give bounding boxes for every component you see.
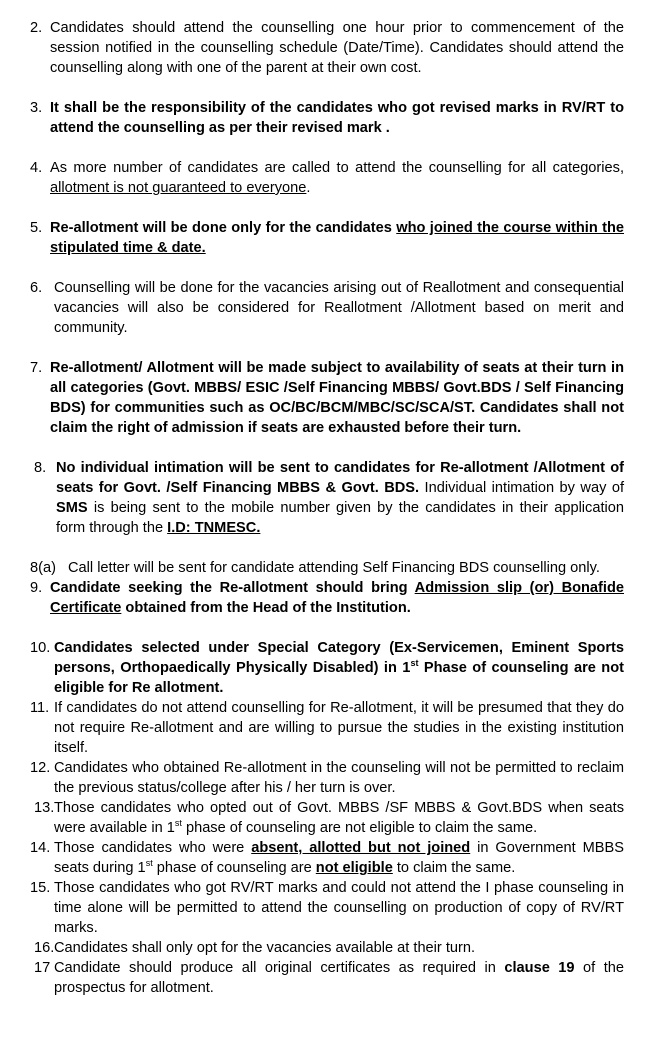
- text-run: As more number of candidates are called to attend the counselling for all categories,: [50, 160, 624, 176]
- text-run: phase of counseling are: [152, 860, 316, 876]
- text-run: Re-allotment/ Allotment will be made subject to availability of seats at their turn in all categories (Govt. MBBS/ ESIC /Self Financing MBBS/ Govt.BDS / Self Financing BDS) for communities such as OC/BC/BCM/MBC/SC/SCA/ST. Candidates shall not claim the right of admission if seats are exhausted before their turn.: [50, 360, 624, 436]
- clause-text: [56, 460, 624, 536]
- clause-11: [30, 698, 624, 758]
- text-run: is being sent to the mobile number given by the candidates in their application form through the: [56, 500, 624, 536]
- clause-text: [54, 280, 624, 336]
- clause-4: [30, 158, 624, 198]
- clause-text: [54, 840, 624, 876]
- clause-number: 11.: [30, 700, 50, 716]
- text-run: clause 19: [504, 960, 575, 976]
- text-run: Candidates selected under Special Category (Ex-Servicemen, Eminent Sports persons, Orthopaedically Physically Disabled) in 1: [54, 640, 624, 676]
- superscript-run: st: [145, 858, 153, 869]
- clause-number: 13.: [34, 800, 55, 816]
- clause-14: [30, 838, 624, 878]
- clause-text: [54, 940, 475, 956]
- clause-text: [50, 580, 624, 616]
- clause-text: [54, 960, 624, 996]
- superscript-run: st: [174, 818, 182, 829]
- clause-number: 10.: [30, 640, 51, 656]
- clause-8: [30, 458, 624, 538]
- clause-text: [50, 360, 624, 436]
- clause-text: [50, 160, 624, 196]
- text-run: If candidates do not attend counselling for Re-allotment, it will be presumed that they do not require Re-allotment and are willing to pursue the studies in the existing institution itself.: [54, 700, 624, 756]
- clause-text: [54, 880, 624, 936]
- text-run: in Government MBBS seats during 1: [54, 840, 624, 876]
- clause-text: [68, 560, 600, 576]
- clause-13: [30, 798, 624, 838]
- text-run: Those candidates who were: [54, 840, 252, 856]
- clause-8a: [30, 558, 624, 578]
- clause-10: [30, 638, 624, 698]
- clause-12: [30, 758, 624, 798]
- text-run: Those candidates who opted out of Govt. MBBS /SF MBBS & Govt.BDS when seats were available in 1: [54, 800, 624, 836]
- text-run: Individual intimation by way of: [419, 480, 624, 496]
- text-run: Those candidates who got RV/RT marks and could not attend the I phase counseling in time alone will be permitted to attend the counselling on production of copy of RV/RT marks.: [54, 880, 624, 936]
- text-run: Admission slip (or) Bonafide Certificate: [50, 580, 624, 616]
- text-run: phase of counseling are not eligible to claim the same.: [181, 820, 538, 836]
- clause-number: 15.: [30, 880, 51, 896]
- text-run: of the prospectus for allotment.: [54, 960, 624, 996]
- text-run: Candidates who obtained Re-allotment in the counseling will not be permitted to reclaim the previous status/college after his / her turn is over.: [54, 760, 624, 796]
- clause-text: [54, 700, 624, 756]
- clause-number: 4.: [30, 160, 43, 176]
- clause-text: [54, 640, 624, 696]
- text-run: Phase of counseling are not eligible for Re allotment.: [54, 660, 624, 696]
- text-run: not eligible: [315, 860, 393, 876]
- text-run: It shall be the responsibility of the candidates who got revised marks in RV/RT to attend the counselling as per their revised mark .: [50, 100, 624, 136]
- text-run: to claim the same.: [392, 860, 516, 876]
- clause-number: 9.: [30, 580, 43, 596]
- clause-text: [54, 800, 624, 836]
- text-run: Candidates should attend the counselling one hour prior to commencement of the session notified in the counselling schedule (Date/Time). Candidates should attend the counselling along with one of the parent at their own cost.: [50, 20, 624, 76]
- clause-number: 12.: [30, 760, 51, 776]
- text-run: allotment is not guaranteed to everyone: [50, 180, 307, 196]
- clause-text: [50, 220, 624, 256]
- text-run: Re-allotment will be done only for the candidates: [50, 220, 397, 236]
- superscript-run: st: [410, 658, 419, 669]
- text-run: Candidates shall only opt for the vacancies available at their turn.: [54, 940, 476, 956]
- clause-number: 8.: [34, 460, 47, 476]
- text-run: who joined the course within the stipulated time & date.: [50, 220, 625, 256]
- clause-7: [30, 358, 624, 438]
- clause-16: [30, 938, 624, 958]
- clause-number: 16.: [34, 940, 55, 956]
- clause-9: [30, 578, 624, 618]
- text-run: absent, allotted but not joined: [251, 840, 471, 856]
- text-run: Candidate seeking the Re-allotment should bring: [50, 580, 415, 596]
- clause-5: [30, 218, 624, 258]
- clause-number: 2.: [30, 20, 43, 36]
- text-run: Counselling will be done for the vacancies arising out of Reallotment and consequential vacancies will also be considered for Reallotment /Allotment based on merit and community.: [54, 280, 624, 336]
- text-run: SMS: [56, 500, 88, 516]
- clause-number: 5.: [30, 220, 43, 236]
- clause-number: 7.: [30, 360, 43, 376]
- clause-number: 6.: [30, 280, 43, 296]
- clause-15: [30, 878, 624, 938]
- clause-number: 8(a): [30, 560, 56, 576]
- text-run: I.D: TNMESC.: [167, 520, 261, 536]
- clause-number: 14.: [30, 840, 51, 856]
- text-run: Candidate should produce all original certificates as required in: [54, 960, 505, 976]
- text-run: .: [306, 180, 311, 196]
- clause-2: [30, 18, 624, 78]
- text-run: No individual intimation will be sent to candidates for Re-allotment /Allotment of seats for Govt. /Self Financing MBBS & Govt. BDS.: [56, 460, 624, 496]
- clause-text: [50, 100, 624, 136]
- clause-text: [50, 20, 624, 76]
- text-run: Call letter will be sent for candidate attending Self Financing BDS counselling only.: [68, 560, 600, 576]
- clause-text: [54, 760, 624, 796]
- text-run: obtained from the Head of the Institution.: [121, 600, 411, 616]
- clause-number: 3.: [30, 100, 43, 116]
- clause-17: [30, 958, 624, 998]
- clause-6: [30, 278, 624, 338]
- clause-number: 17: [34, 960, 51, 976]
- clause-3: [30, 98, 624, 138]
